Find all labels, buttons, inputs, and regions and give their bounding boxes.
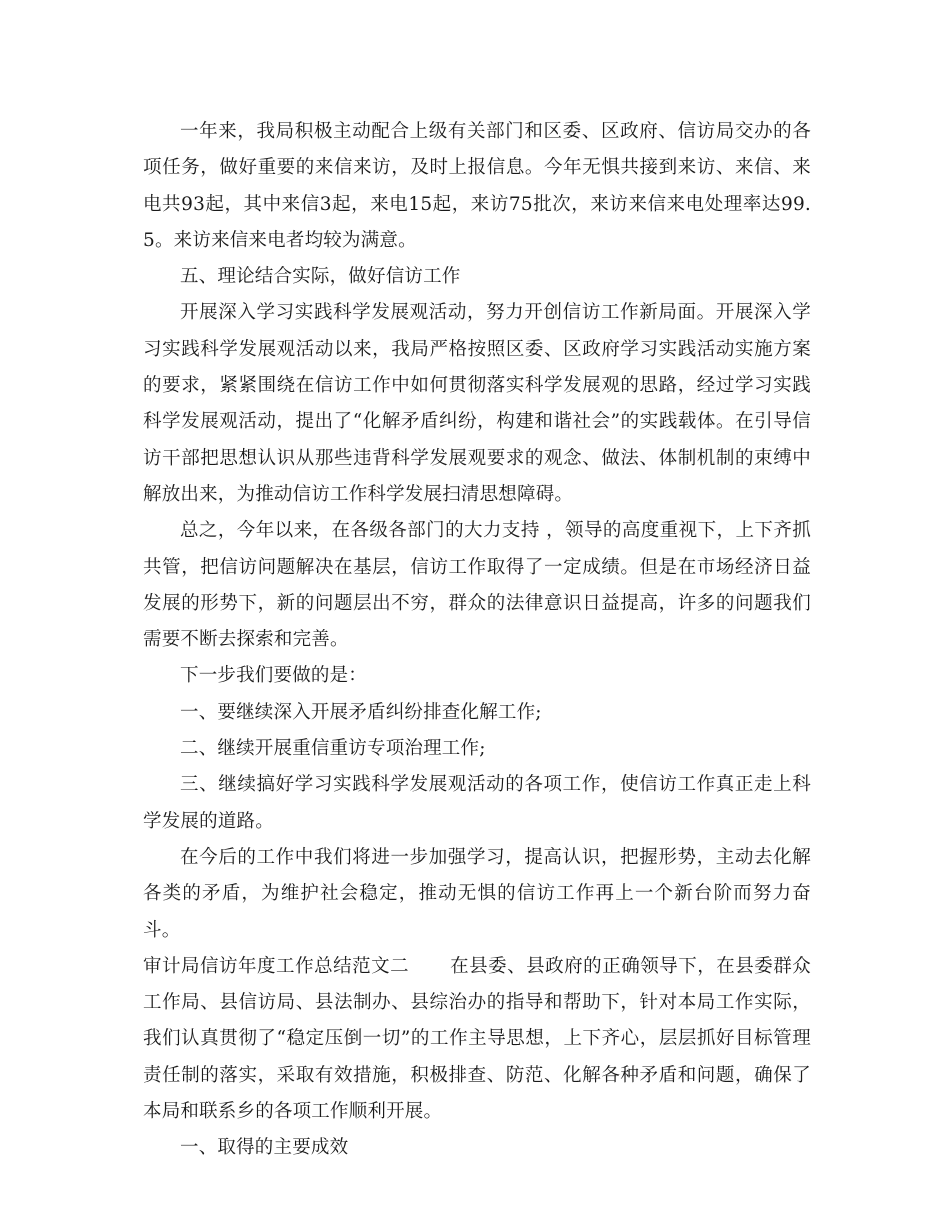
heading-section-five: 五、理论结合实际，做好信访工作 (180, 266, 461, 288)
paragraph-second-sample (143, 949, 811, 1130)
heading-main-achievements: 一、取得的主要成效 (180, 1137, 349, 1159)
list-item-two: 二、继续开展重信重访专项治理工作; (180, 738, 486, 760)
paragraph-next-steps: 下一步我们要做的是： (180, 665, 368, 687)
list-item-three: 三、继续搞好学习实践科学发展观活动的各项工作，使信访工作真正走上科学发展的道路。 (143, 774, 811, 832)
paragraph-annual-summary: 一年来，我局积极主动配合上级有关部门和区委、区政府、信访局交办的各项任务，做好重要的来信来访，及时上报信息。今年无惧共接到来访、来信、来电共93起，其中来信3起，来电15起，来访75批次，来访来信来电处理率达99.5。来访来信来电者均较为满意。 (143, 121, 811, 251)
list-item-one: 一、要继续深入开展矛盾纠纷排查化解工作; (180, 701, 542, 723)
paragraph-scientific-development: 开展深入学习实践科学发展观活动，努力开创信访工作新局面。开展深入学习实践科学发展观活动以来，我局严格按照区委、区政府学习实践活动实施方案的要求，紧紧围绕在信访工作中如何贯彻落实科学发展观的思路，经过学习实践科学发展观活动，提出了“化解矛盾纠纷，构建和谐社会”的实践载体。在引导信访干部把思想认识从那些违背科学发展观要求的观念、做法、体制机制的束缚中解放出来，为推动信访工作科学发展扫清思想障碍。 (143, 302, 811, 505)
section-intro: 在县委、县政府的正确领导下，在县委群众工作局、县信访局、县法制办、县综治办的指导和帮助下，针对本局工作实际，我们认真贯彻了“稳定压倒一切”的工作主导思想，上下齐心，层层抓好目标管理责任制的落实，采取有效措施，积极排查、防范、化解各种矛盾和问题，确保了本局和联系乡的各项工作顺利开展。 (143, 955, 811, 1123)
paragraph-conclusion: 总之，今年以来，在各级各部门的大力支持 ，领导的高度重视下，上下齐抓共管，把信访问题解决在基层，信访工作取得了一定成绩。但是在市场经济日益发展的形势下，新的问题层出不穷，群众的法律意识日益提高，许多的问题我们需要不断去探索和完善。 (143, 520, 811, 651)
section-title: 审计局信访年度工作总结范文二 (143, 955, 410, 977)
paragraph-future-work: 在今后的工作中我们将进一步加强学习，提高认识，把握形势，主动去化解各类的矛盾，为维护社会稳定，推动无惧的信访工作再上一个新台阶而努力奋斗。 (143, 846, 811, 941)
document-body (143, 114, 811, 1167)
